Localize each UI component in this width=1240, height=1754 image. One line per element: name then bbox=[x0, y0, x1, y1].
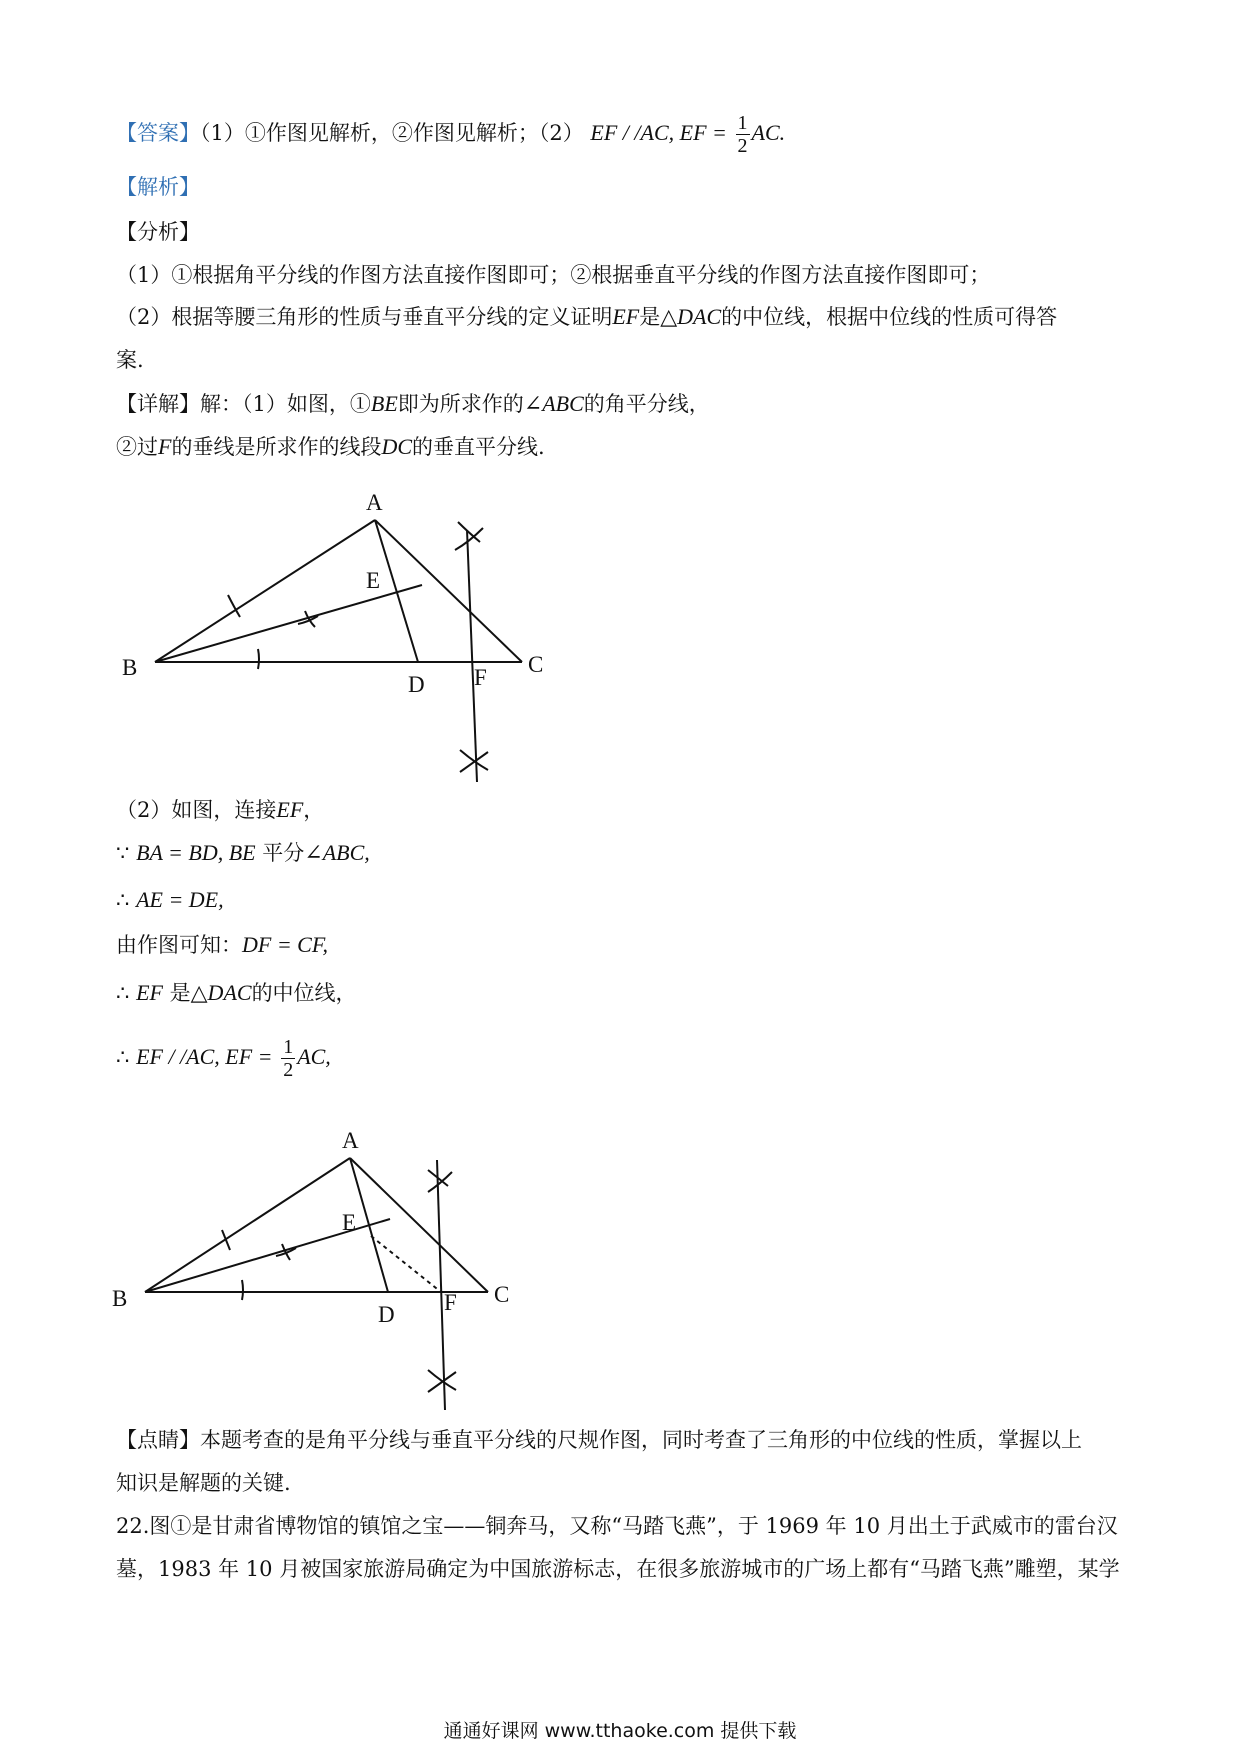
segment-ef-dashed bbox=[371, 1236, 441, 1292]
q22-line2: 墓，1983 年 10 月被国家旅游局确定为中国旅游标志，在很多旅游城市的广场上都有“马踏飞燕”雕塑，某学 bbox=[116, 1557, 1120, 1581]
label-f: F bbox=[474, 665, 487, 690]
arc-mark-bd bbox=[242, 1280, 243, 1300]
xiangjie-line1: 【详解】解：（1）如图，①BE即为所求作的∠ABC的角平分线， bbox=[116, 391, 710, 416]
xiangjie-line2: ②过F的垂线是所求作的线段DC的垂直平分线. bbox=[116, 434, 545, 459]
segment-ba bbox=[155, 520, 375, 662]
label-f: F bbox=[444, 1290, 457, 1315]
part2-line4: 由作图可知：DF = CF, bbox=[116, 932, 328, 957]
arc-mark-bot1 bbox=[428, 1370, 456, 1390]
page-footer: 通通好课网 www.tthaoke.com 提供下载 bbox=[443, 1720, 797, 1742]
label-d: D bbox=[378, 1302, 395, 1327]
dianjing-label: 【点睛】 bbox=[116, 1428, 200, 1452]
dianjing-line2: 知识是解题的关键. bbox=[116, 1471, 291, 1495]
xiangjie-label: 【详解】 bbox=[116, 392, 200, 416]
fenxi-line3: 案. bbox=[116, 348, 144, 372]
bisector-be bbox=[155, 585, 422, 662]
answer-expr-tail: AC. bbox=[751, 120, 786, 145]
label-d: D bbox=[408, 672, 425, 697]
part2-line3: ∴ AE = DE, bbox=[116, 887, 224, 912]
part2-line6: ∴ EF / /AC, EF = $\frac{1}{2}$ AC, bbox=[116, 1036, 331, 1081]
label-e: E bbox=[366, 568, 381, 593]
label-a: A bbox=[342, 1128, 359, 1153]
arc-mark-bot2 bbox=[460, 752, 488, 772]
figure2-diagram bbox=[110, 1110, 540, 1420]
part2-line1: （2）如图，连接EF， bbox=[116, 797, 325, 822]
fenxi-line2: （2）根据等腰三角形的性质与垂直平分线的定义证明EF是△DAC的中位线，根据中位线的性质可得答 bbox=[116, 304, 1058, 329]
perp-bisector bbox=[467, 530, 477, 782]
label-b: B bbox=[122, 655, 138, 680]
answer-label: 【答案】 bbox=[116, 121, 200, 145]
arc-mark-bot2 bbox=[428, 1372, 456, 1392]
label-c: C bbox=[528, 652, 544, 677]
answer-line bbox=[116, 112, 785, 157]
perp-bisector bbox=[437, 1160, 445, 1410]
label-a: A bbox=[366, 490, 383, 515]
answer-text: （1）①作图见解析，②作图见解析；（2） bbox=[200, 121, 584, 145]
answer-expr: EF / /AC, EF = bbox=[590, 120, 727, 145]
jiexi-label: 【解析】 bbox=[116, 175, 200, 199]
label-e: E bbox=[342, 1210, 357, 1235]
arc-mark-top2 bbox=[458, 522, 480, 542]
fenxi-line1: （1）①根据角平分线的作图方法直接作图即可；②根据垂直平分线的作图方法直接作图即可； bbox=[116, 263, 991, 287]
segment-ba bbox=[145, 1158, 350, 1292]
q22-line1: 22.图①是甘肃省博物馆的镇馆之宝——铜奔马，又称“马踏飞燕”，于 1969 年 10 月出土于武威市的雷台汉 bbox=[116, 1514, 1118, 1538]
fenxi-label: 【分析】 bbox=[116, 220, 200, 244]
part2-line5: ∴ EF 是△DAC的中位线， bbox=[116, 980, 357, 1005]
part2-line2: ∵ BA = BD, BE 平分∠ABC, bbox=[116, 840, 370, 865]
label-b: B bbox=[112, 1286, 128, 1311]
figure1-diagram bbox=[110, 480, 570, 785]
part2-fraction: $\frac{1}{2}$ bbox=[283, 1036, 294, 1081]
arc-mark-bd bbox=[258, 649, 259, 669]
arc-mark-top1 bbox=[428, 1172, 452, 1192]
dianjing-line1: 【点睛】本题考查的是角平分线与垂直平分线的尺规作图，同时考查了三角形的中位线的性质，掌握以上 bbox=[116, 1428, 1082, 1452]
label-c: C bbox=[494, 1282, 510, 1307]
arc-mark-bot1 bbox=[460, 750, 488, 770]
answer-fraction: $\frac{1}{2}$ bbox=[737, 112, 748, 157]
